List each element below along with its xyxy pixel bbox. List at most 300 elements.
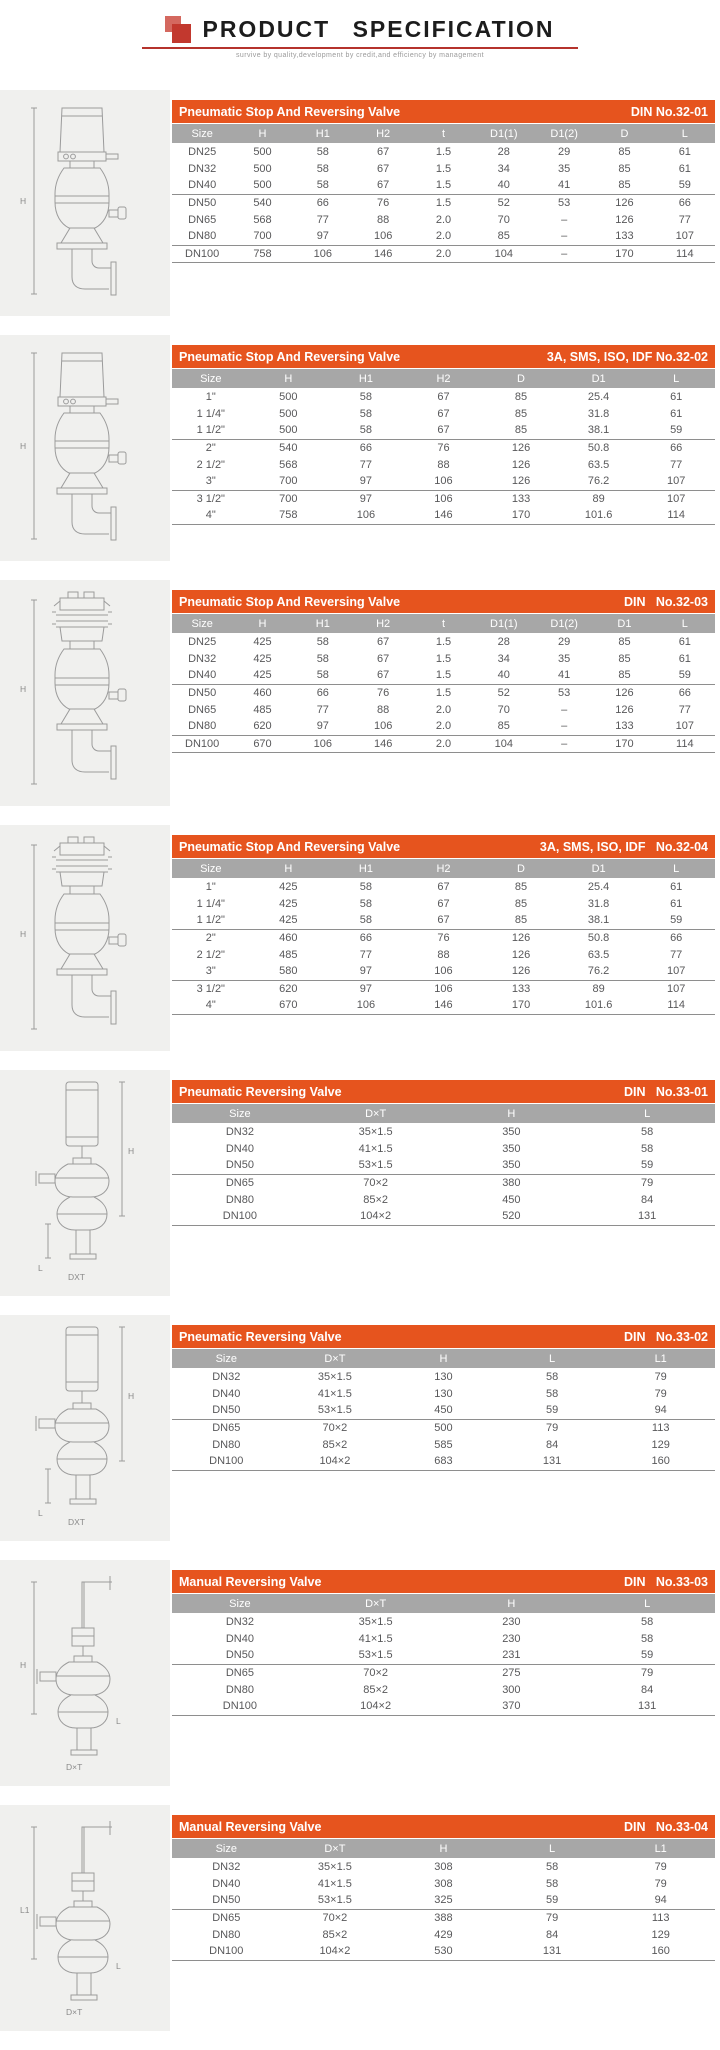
table-cell: 76 — [405, 929, 483, 946]
column-header: Size — [172, 369, 250, 388]
table-cell: 67 — [437, 390, 450, 403]
table-cell: 2.0 — [413, 735, 473, 752]
table-cell: 67 — [377, 145, 390, 158]
table-cell: DN32 — [212, 1370, 241, 1383]
column-header: t — [413, 614, 473, 633]
table-cell: 77 — [670, 948, 683, 961]
table-cell: 1" — [205, 880, 216, 893]
column-header: H2 — [405, 859, 483, 878]
table-cell: 52 — [474, 194, 534, 211]
table-cell: 2.0 — [435, 230, 452, 243]
table-cell: 126 — [511, 948, 531, 961]
table-cell: 61 — [670, 407, 683, 420]
table-row — [172, 1419, 715, 1436]
table-cell: 370 — [444, 1698, 580, 1715]
valve-diagram-panel — [0, 90, 170, 316]
table-cell: 2 1/2" — [196, 458, 225, 471]
table-row — [172, 1698, 715, 1715]
column-header: L — [498, 1349, 607, 1368]
table-cell: 160 — [606, 1943, 715, 1960]
table-standard: DIN No.33-04 — [623, 1819, 708, 1834]
valve-drawing-svg — [10, 1319, 160, 1533]
table-cell: 2.0 — [435, 720, 452, 733]
table-cell: 76 — [353, 684, 413, 701]
table-row — [172, 1157, 715, 1174]
table-row — [172, 422, 715, 439]
valve-technical-drawing — [10, 94, 160, 308]
table-cell: 58 — [359, 880, 373, 893]
table-title: Pneumatic Stop And Reversing Valve — [179, 349, 401, 364]
table-cell: 1.5 — [435, 635, 452, 648]
svg-text:L: L — [38, 1263, 43, 1273]
table-cell: 500 — [279, 390, 298, 403]
table-cell: 35×1.5 — [317, 1860, 352, 1873]
table-cell: 104×2 — [308, 1208, 444, 1225]
table-cell: 107 — [637, 980, 715, 997]
table-cell: DN50 — [172, 684, 232, 701]
table-title: Pneumatic Stop And Reversing Valve — [179, 104, 401, 119]
table-row — [172, 735, 715, 752]
table-header-row — [172, 1839, 715, 1858]
valve-technical-drawing — [10, 1319, 160, 1533]
table-row — [172, 1892, 715, 1909]
table-cell: DN80 — [212, 1438, 241, 1451]
table-row — [172, 143, 715, 160]
table-standard: DIN No.33-03 — [623, 1574, 708, 1589]
table-cell: 2.0 — [413, 245, 473, 262]
svg-text:D×T: D×T — [66, 2007, 83, 2017]
table-cell: 58 — [316, 635, 329, 648]
svg-text:H: H — [20, 929, 27, 939]
table-cell: 85 — [618, 669, 631, 682]
table-row — [172, 1191, 715, 1208]
table-standard: 3A, SMS, ISO, IDF No.32-02 — [546, 349, 708, 364]
svg-text:L: L — [116, 1961, 121, 1971]
table-cell: 350 — [502, 1142, 521, 1155]
table-cell: 29 — [558, 635, 571, 648]
column-header: D1 — [560, 369, 638, 388]
table-header-row — [172, 1349, 715, 1368]
table-cell: 28 — [497, 145, 510, 158]
valve-technical-drawing — [10, 1074, 160, 1288]
column-header: H — [444, 1594, 580, 1613]
table-cell: 131 — [579, 1208, 715, 1225]
table-cell: DN65 — [172, 1174, 308, 1191]
valve-technical-drawing — [10, 339, 160, 553]
table-cell: 106 — [293, 245, 353, 262]
table-cell: 67 — [437, 424, 450, 437]
table-cell: 85 — [514, 897, 528, 910]
table-title: Pneumatic Stop And Reversing Valve — [179, 839, 401, 854]
column-header: L — [637, 859, 715, 878]
column-header: H1 — [293, 614, 353, 633]
column-header: H — [389, 1349, 498, 1368]
table-row — [172, 1140, 715, 1157]
table-cell: 300 — [502, 1683, 521, 1696]
table-cell: 61 — [678, 145, 691, 158]
column-header: H — [444, 1104, 580, 1123]
table-row — [172, 507, 715, 524]
table-cell: 67 — [377, 669, 390, 682]
table-cell: 66 — [293, 684, 353, 701]
section-32-03 — [0, 580, 720, 825]
table-cell: – — [534, 245, 594, 262]
table-cell: 1 1/2" — [196, 424, 225, 437]
svg-text:H: H — [128, 1146, 135, 1156]
table-cell: 61 — [670, 880, 683, 893]
table-cell: 76 — [405, 439, 483, 456]
table-row — [172, 1436, 715, 1453]
table-row — [172, 1858, 715, 1875]
spec-table — [172, 1104, 715, 1226]
table-cell: 59 — [678, 669, 691, 682]
table-cell: 3 1/2" — [172, 490, 250, 507]
column-header: H2 — [353, 124, 413, 143]
table-row — [172, 1875, 715, 1892]
section-32-04 — [0, 825, 720, 1070]
table-cell: 77 — [678, 703, 691, 716]
table-cell: 41×1.5 — [358, 1632, 393, 1645]
table-cell: 114 — [637, 997, 715, 1014]
table-cell: DN65 — [172, 1909, 281, 1926]
table-cell: 4" — [172, 507, 250, 524]
table-cell: 1.5 — [413, 194, 473, 211]
table-cell: 126 — [482, 439, 560, 456]
table-cell: 146 — [405, 997, 483, 1014]
svg-text:H: H — [20, 196, 27, 206]
table-cell: 620 — [250, 980, 328, 997]
valve-drawing-svg — [10, 1809, 160, 2023]
table-title-bar — [172, 1080, 715, 1103]
table-cell: 130 — [434, 1387, 453, 1400]
table-cell: 67 — [437, 897, 450, 910]
table-row — [172, 650, 715, 667]
table-cell: 79 — [579, 1174, 715, 1191]
table-cell: DN40 — [225, 1142, 254, 1155]
table-cell: 58 — [316, 179, 329, 192]
table-row — [172, 1647, 715, 1664]
table-cell: DN32 — [188, 652, 217, 665]
table-cell: DN50 — [212, 1404, 241, 1417]
column-header: D×T — [281, 1839, 390, 1858]
page-header — [0, 0, 720, 90]
column-header: H2 — [353, 614, 413, 633]
brand — [0, 16, 720, 43]
table-cell: 59 — [641, 1159, 654, 1172]
table-cell: 58 — [359, 897, 373, 910]
table-cell: 126 — [511, 458, 531, 471]
table-cell: 58 — [641, 1125, 654, 1138]
table-title-bar — [172, 1815, 715, 1838]
table-cell: DN65 — [172, 1664, 308, 1681]
table-row — [172, 1909, 715, 1926]
table-cell: DN80 — [188, 720, 217, 733]
column-header: Size — [172, 1839, 281, 1858]
valve-technical-drawing — [10, 829, 160, 1043]
table-cell: 106 — [373, 230, 393, 243]
table-cell: DN80 — [225, 1683, 254, 1696]
spec-table — [172, 1349, 715, 1471]
table-cell: 1 1/4" — [196, 897, 225, 910]
table-cell: 85×2 — [363, 1683, 389, 1696]
spec-table — [172, 614, 715, 753]
table-row — [172, 878, 715, 895]
table-cell: 70×2 — [308, 1664, 444, 1681]
table-cell: 568 — [253, 213, 272, 226]
table-cell: DN80 — [225, 1193, 254, 1206]
table-cell: 31.8 — [587, 897, 610, 910]
table-cell: 107 — [675, 720, 694, 733]
column-header: D×T — [308, 1594, 444, 1613]
table-cell: 53 — [534, 194, 594, 211]
table-cell: 58 — [545, 1860, 559, 1873]
column-header: D×T — [281, 1349, 390, 1368]
table-cell: 52 — [474, 684, 534, 701]
table-cell: 35 — [558, 162, 571, 175]
table-cell: DN50 — [172, 194, 232, 211]
table-cell: 61 — [670, 897, 683, 910]
table-cell: 107 — [667, 965, 686, 978]
table-header-row — [172, 1594, 715, 1613]
table-cell: 58 — [359, 424, 373, 437]
table-cell: 380 — [444, 1174, 580, 1191]
table-cell: 106 — [327, 507, 405, 524]
table-cell: 104×2 — [281, 1453, 390, 1470]
table-cell: 388 — [389, 1909, 498, 1926]
table-cell: 585 — [434, 1438, 453, 1451]
table-cell: 61 — [670, 390, 683, 403]
table-cell: 85 — [497, 720, 510, 733]
table-cell: 107 — [675, 230, 694, 243]
table-cell: 2.0 — [435, 213, 452, 226]
spec-table — [172, 859, 715, 1015]
table-cell: 230 — [502, 1615, 521, 1628]
table-cell: 170 — [482, 997, 560, 1014]
table-cell: 1 1/4" — [196, 407, 225, 420]
table-standard: 3A, SMS, ISO, IDF No.32-04 — [539, 839, 708, 854]
table-cell: 61 — [678, 652, 691, 665]
table-cell: DN100 — [172, 245, 232, 262]
column-header: L — [579, 1594, 715, 1613]
header-underline — [142, 47, 578, 49]
table-cell: 700 — [253, 230, 272, 243]
section-32-01 — [0, 90, 720, 335]
table-cell: – — [561, 230, 568, 243]
table-cell: 79 — [654, 1877, 667, 1890]
table-row — [172, 1943, 715, 1960]
table-cell: 106 — [434, 965, 453, 978]
table-cell: 429 — [434, 1928, 453, 1941]
svg-text:H: H — [128, 1391, 135, 1401]
table-cell: 58 — [316, 669, 329, 682]
table-cell: 500 — [279, 407, 298, 420]
table-cell: 85 — [514, 407, 528, 420]
table-cell: 70×2 — [281, 1419, 390, 1436]
table-cell: 4" — [172, 997, 250, 1014]
table-cell: 79 — [579, 1664, 715, 1681]
table-cell: 133 — [482, 490, 560, 507]
table-cell: 85 — [618, 145, 631, 158]
table-cell: 97 — [327, 980, 405, 997]
table-cell: 160 — [606, 1453, 715, 1470]
table-cell: 758 — [232, 245, 292, 262]
table-cell: 35×1.5 — [358, 1615, 393, 1628]
table-cell: 131 — [498, 1453, 607, 1470]
table-cell: 131 — [579, 1698, 715, 1715]
table-cell: 2.0 — [435, 703, 452, 716]
table-cell: 308 — [434, 1877, 453, 1890]
table-cell: 530 — [389, 1943, 498, 1960]
column-header: D — [594, 124, 654, 143]
table-cell: 520 — [444, 1208, 580, 1225]
spec-sections — [0, 90, 720, 2050]
table-cell: 58 — [316, 145, 329, 158]
table-cell: 70×2 — [281, 1909, 390, 1926]
table-cell: 77 — [678, 213, 691, 226]
table-cell: 67 — [377, 179, 390, 192]
table-row — [172, 245, 715, 262]
section-33-04 — [0, 1805, 720, 2050]
table-cell: 670 — [250, 997, 328, 1014]
column-header: Size — [172, 1349, 281, 1368]
table-cell: 231 — [502, 1649, 521, 1662]
table-cell: 97 — [359, 475, 373, 488]
table-row — [172, 473, 715, 490]
table-cell: 41 — [558, 669, 571, 682]
table-row — [172, 1630, 715, 1647]
table-cell: 53×1.5 — [317, 1404, 352, 1417]
table-cell: 325 — [434, 1894, 453, 1907]
column-header: H — [250, 369, 328, 388]
table-row — [172, 912, 715, 929]
table-title: Manual Reversing Valve — [179, 1819, 322, 1834]
table-cell: 85 — [618, 179, 631, 192]
column-header: D1 — [560, 859, 638, 878]
column-header: H1 — [327, 859, 405, 878]
table-cell: 580 — [279, 965, 298, 978]
table-cell: 101.6 — [560, 997, 638, 1014]
table-standard: DIN No.33-01 — [623, 1084, 708, 1099]
table-cell: 85 — [514, 390, 528, 403]
table-cell: DN40 — [212, 1387, 241, 1400]
table-cell: 88 — [437, 458, 450, 471]
table-cell: 126 — [594, 684, 654, 701]
table-row — [172, 1926, 715, 1943]
table-cell: – — [561, 703, 568, 716]
table-title-bar — [172, 835, 715, 858]
table-row — [172, 160, 715, 177]
table-row — [172, 405, 715, 422]
table-cell: 275 — [444, 1664, 580, 1681]
table-cell: DN65 — [188, 703, 217, 716]
table-cell: 94 — [654, 1894, 667, 1907]
header-tagline: survive by quality,development by credit,and efficiency by management — [236, 52, 484, 59]
table-cell: 58 — [545, 1387, 559, 1400]
table-row — [172, 997, 715, 1014]
table-cell: 104×2 — [308, 1698, 444, 1715]
table-row — [172, 456, 715, 473]
table-cell: 126 — [482, 929, 560, 946]
valve-diagram-panel — [0, 1070, 170, 1296]
table-cell: 460 — [250, 929, 328, 946]
table-cell: 2" — [172, 439, 250, 456]
valve-drawing-svg — [10, 94, 160, 308]
table-cell: 130 — [434, 1370, 453, 1383]
table-cell: 540 — [250, 439, 328, 456]
table-cell: 500 — [389, 1419, 498, 1436]
table-cell: 101.6 — [560, 507, 638, 524]
table-cell: 94 — [654, 1404, 667, 1417]
table-row — [172, 1208, 715, 1225]
table-row — [172, 701, 715, 718]
table-cell: 63.5 — [587, 458, 610, 471]
table-cell: 84 — [545, 1928, 559, 1941]
table-row — [172, 1613, 715, 1630]
column-header: D1(2) — [534, 124, 594, 143]
table-cell: 85 — [618, 635, 631, 648]
table-cell: 1.5 — [413, 684, 473, 701]
table-cell: 34 — [497, 162, 510, 175]
table-cell: 61 — [678, 635, 691, 648]
column-header: H — [250, 859, 328, 878]
table-cell: 67 — [377, 635, 390, 648]
table-cell: 350 — [502, 1159, 521, 1172]
table-cell: 450 — [502, 1193, 521, 1206]
table-cell: 85×2 — [322, 1928, 348, 1941]
table-cell: 146 — [353, 735, 413, 752]
table-cell: 76.2 — [587, 965, 610, 978]
table-cell: DN65 — [172, 1419, 281, 1436]
table-cell: 59 — [545, 1894, 559, 1907]
table-cell: 84 — [545, 1438, 559, 1451]
table-row — [172, 1402, 715, 1419]
table-cell: DN100 — [172, 1943, 281, 1960]
table-row — [172, 684, 715, 701]
table-cell: 146 — [405, 507, 483, 524]
table-cell: 129 — [651, 1928, 670, 1941]
table-title-bar — [172, 100, 715, 123]
table-cell: DN40 — [212, 1877, 241, 1890]
table-cell: 40 — [497, 179, 510, 192]
table-cell: 76.2 — [587, 475, 610, 488]
table-cell: 67 — [377, 652, 390, 665]
table-cell: 230 — [502, 1632, 521, 1645]
table-row — [172, 667, 715, 684]
table-row — [172, 895, 715, 912]
table-cell: 3" — [205, 965, 216, 978]
svg-text:DXT: DXT — [68, 1272, 85, 1282]
table-cell: 59 — [641, 1649, 654, 1662]
table-cell: 425 — [253, 652, 272, 665]
column-header: t — [413, 124, 473, 143]
table-cell: 66 — [293, 194, 353, 211]
table-cell: DN40 — [225, 1632, 254, 1645]
table-cell: 79 — [498, 1909, 607, 1926]
spec-table — [172, 369, 715, 525]
table-cell: – — [561, 213, 568, 226]
table-cell: 114 — [655, 735, 715, 752]
table-cell: 58 — [545, 1877, 559, 1890]
table-cell: 126 — [511, 475, 531, 488]
valve-drawing-svg — [10, 1564, 160, 1778]
table-cell: 77 — [316, 213, 329, 226]
table-cell: 25.4 — [587, 390, 610, 403]
table-cell: 425 — [279, 897, 298, 910]
table-cell: 107 — [667, 475, 686, 488]
table-cell: 97 — [327, 490, 405, 507]
section-33-01 — [0, 1070, 720, 1315]
section-33-02 — [0, 1315, 720, 1560]
